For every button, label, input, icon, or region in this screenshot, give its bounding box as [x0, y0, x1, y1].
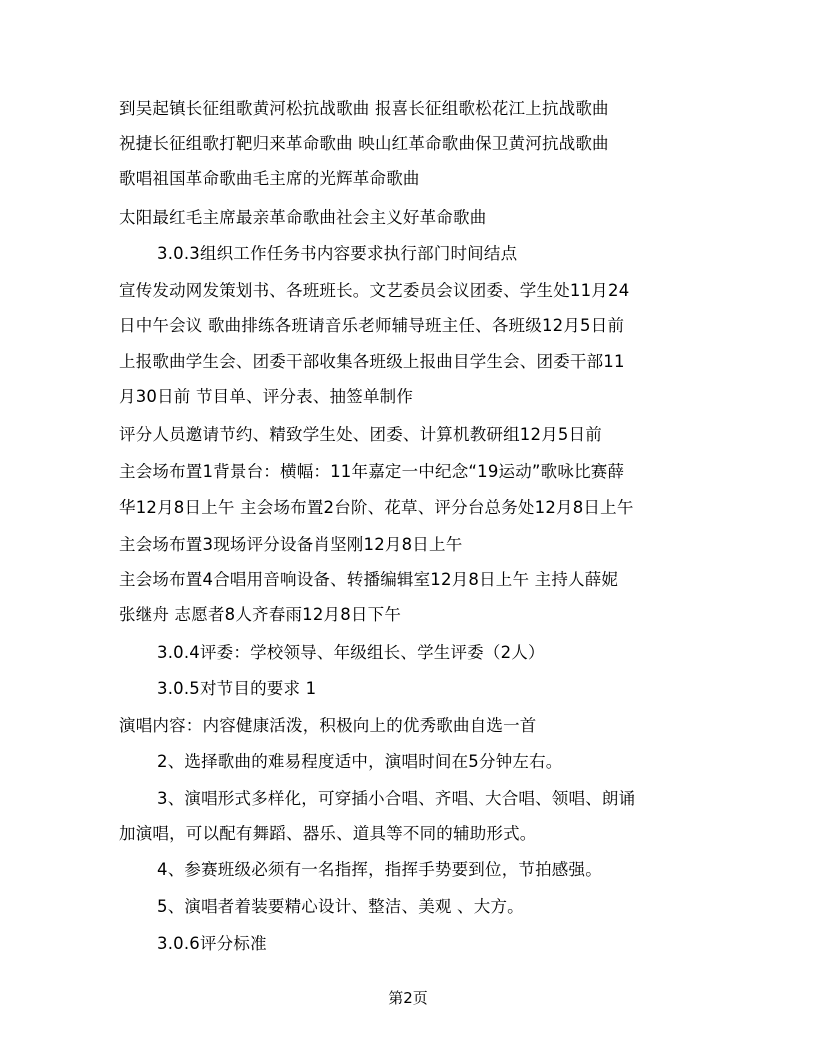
section-heading: 3.0.4评委：学校领导、年级组长、学生评委（2人） — [157, 643, 545, 662]
body-text-line: 宣传发动网发策划书、各班班长。文艺委员会议团委、学生处11月24 — [119, 281, 630, 300]
body-text-line: 祝捷长征组歌打靶归来革命歌曲 映山红革命歌曲保卫黄河抗战歌曲 — [119, 134, 609, 153]
list-item: 3、演唱形式多样化，可穿插小合唱、齐唱、大合唱、领唱、朗诵 — [157, 789, 636, 808]
section-heading: 3.0.5对节目的要求 1 — [157, 679, 317, 698]
body-text-line: 评分人员邀请节约、精致学生处、团委、计算机教研组12月5日前 — [119, 425, 602, 444]
body-text-line: 主会场布置3现场评分设备肖坚刚12月8日上午 — [119, 535, 463, 554]
body-text-line: 主会场布置1背景台：横幅：11年嘉定一中纪念“19运动”歌咏比赛薛 — [119, 462, 625, 481]
body-text-line: 加演唱，可以配有舞蹈、器乐、道具等不同的辅助形式。 — [119, 824, 537, 843]
body-text-line: 张继舟 志愿者8人齐春雨12月8日下午 — [119, 605, 402, 624]
list-item: 2、选择歌曲的难易程度适中，演唱时间在5分钟左右。 — [157, 752, 563, 771]
body-text-line: 演唱内容：内容健康活泼，积极向上的优秀歌曲自选一首 — [119, 716, 537, 735]
section-heading: 3.0.3组织工作任务书内容要求执行部门时间结点 — [157, 244, 518, 263]
section-heading: 3.0.6评分标准 — [157, 934, 267, 953]
list-item: 4、参赛班级必须有一名指挥，指挥手势要到位，节拍感强。 — [157, 860, 602, 879]
body-text-line: 月30日前 节目单、评分表、抽签单制作 — [119, 387, 414, 406]
body-text-line: 歌唱祖国革命歌曲毛主席的光辉革命歌曲 — [119, 169, 420, 188]
body-text-line: 日中午会议 歌曲排练各班请音乐老师辅导班主任、各班级12月5日前 — [119, 316, 625, 335]
list-item: 5、演唱者着装要精心设计、整洁、美观 、大方。 — [157, 897, 524, 916]
body-text-line: 主会场布置4合唱用音响设备、转播编辑室12月8日上午 主持人薛妮 — [119, 570, 619, 589]
body-text-line: 上报歌曲学生会、团委干部收集各班级上报曲目学生会、团委干部11 — [119, 352, 625, 371]
body-text-line: 华12月8日上午 主会场布置2台阶、花草、评分台总务处12月8日上午 — [119, 498, 634, 517]
body-text-line: 到吴起镇长征组歌黄河松抗战歌曲 报喜长征组歌松花江上抗战歌曲 — [119, 99, 609, 118]
body-text-line: 太阳最红毛主席最亲革命歌曲社会主义好革命歌曲 — [119, 208, 487, 227]
page-number: 第2页 — [388, 989, 428, 1007]
